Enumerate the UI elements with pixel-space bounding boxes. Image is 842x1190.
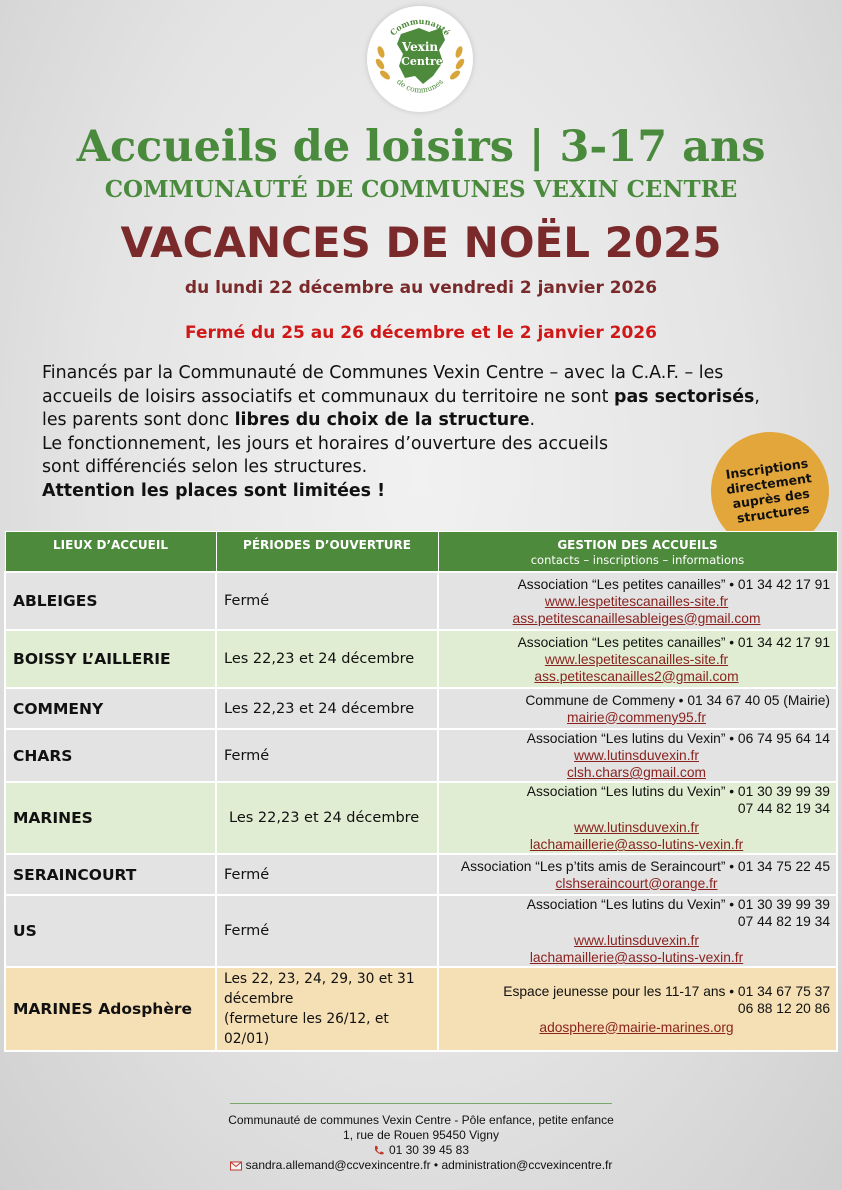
place-cell: ABLEIGES (5, 572, 216, 630)
management-cell: Association “Les lutins du Vexin” • 01 30 39 99 39 07 44 82 19 34 www.lutinsduvexin.fr lachamaillerie@asso-lutins-vexin.fr (438, 782, 837, 854)
header-period: PÉRIODES D’OUVERTURE (216, 532, 438, 573)
footer-address: 1, rue de Rouen 95450 Vigny (343, 1128, 499, 1142)
footer-emails: sandra.allemand@ccvexincentre.fr • administration@ccvexincentre.fr (245, 1158, 613, 1172)
intro-line: les parents sont donc libres du choix de la structure. (42, 410, 536, 430)
email-link[interactable]: mairie@commeny95.fr (567, 709, 706, 725)
svg-text:de communes: de communes (395, 77, 445, 95)
phone-icon (373, 1145, 385, 1156)
place-cell: COMMENY (5, 688, 216, 729)
management-cell: Espace jeunesse pour les 11-17 ans • 01 34 67 75 37 06 88 12 20 86 adosphere@mairie-marines.org (438, 967, 837, 1051)
place-cell: BOISSY L’AILLERIE (5, 630, 216, 688)
management-cell: Association “Les p’tits amis de Seraincourt” • 01 34 75 22 45 clshseraincourt@orange.fr (438, 854, 837, 895)
email-link[interactable]: lachamaillerie@asso-lutins-vexin.fr (529, 950, 744, 965)
table-row (5, 572, 837, 630)
table-row (5, 782, 837, 854)
event-title: VACANCES DE NOËL 2025 (120, 218, 722, 267)
badge-text: Inscriptions directement auprès des structures (724, 455, 813, 526)
website-link[interactable]: www.lespetitescanailles-site.fr (544, 593, 729, 609)
website-link[interactable]: www.lutinsduvexin.fr (574, 748, 699, 763)
logo-text (367, 6, 473, 112)
intro-text (42, 362, 802, 503)
place-cell: SERAINCOURT (5, 854, 216, 895)
vexin-centre-logo (367, 6, 473, 112)
header-place: LIEUX D’ACCUEIL (5, 532, 216, 573)
management-cell: Commune de Commeny • 01 34 67 40 05 (Mairie) mairie@commeny95.fr (438, 688, 837, 729)
management-cell: Association “Les lutins du Vexin” • 06 74 95 64 14 www.lutinsduvexin.fr clsh.chars@gmail.com (438, 729, 837, 782)
place-cell: MARINES (5, 782, 216, 854)
footer (0, 1113, 842, 1173)
table-row (5, 854, 837, 895)
footer-email-row (0, 1158, 842, 1173)
schedule-table (4, 531, 838, 1052)
period-cell: Les 22,23 et 24 décembre (216, 688, 438, 729)
website-link[interactable]: www.lutinsduvexin.fr (574, 820, 699, 835)
footer-org: Communauté de communes Vexin Centre - Pôle enfance, petite enfance (228, 1113, 614, 1127)
period-cell: Les 22,23 et 24 décembre (216, 630, 438, 688)
page-subtitle: COMMUNAUTÉ DE COMMUNES VEXIN CENTRE (104, 176, 738, 203)
header-management: GESTION DES ACCUEILS contacts – inscriptions – informations (438, 532, 837, 573)
intro-line: sont différenciés selon les structures. (42, 457, 368, 477)
intro-line: Financés par la Communauté de Communes Vexin Centre – avec la C.A.F. – les (42, 363, 724, 383)
email-link[interactable]: clshseraincourt@orange.fr (555, 875, 718, 891)
period-cell: Fermé (216, 854, 438, 895)
email-link[interactable]: adosphere@mairie-marines.org (539, 1019, 734, 1035)
table-row (5, 688, 837, 729)
email-link[interactable]: clsh.chars@gmail.com (567, 765, 706, 780)
period-cell: Fermé (216, 572, 438, 630)
intro-warning: Attention les places sont limitées ! (42, 480, 386, 501)
period-cell: Fermé (216, 729, 438, 782)
email-link[interactable]: ass.petitescanailles2@gmail.com (534, 668, 739, 684)
table-row (5, 729, 837, 782)
svg-text:Vexin: Vexin (401, 40, 439, 54)
table-row (5, 630, 837, 688)
event-dates: du lundi 22 décembre au vendredi 2 janvier 2026 (184, 278, 658, 298)
page-title: Accueils de loisirs | 3-17 ans (76, 122, 766, 172)
intro-line: accueils de loisirs associatifs et communaux du territoire ne sont pas sectorisés, (42, 386, 760, 407)
closure-notice: Fermé du 25 au 26 décembre et le 2 janvier 2026 (185, 323, 657, 343)
website-link[interactable]: www.lutinsduvexin.fr (574, 933, 699, 948)
email-link[interactable]: lachamaillerie@asso-lutins-vexin.fr (529, 837, 744, 852)
table-row (5, 895, 837, 967)
place-cell: US (5, 895, 216, 967)
svg-text:Centre: Centre (401, 55, 443, 68)
footer-phone: 01 30 39 45 83 (388, 1143, 470, 1157)
period-cell: Fermé (216, 895, 438, 967)
footer-phone-row (0, 1143, 842, 1158)
place-cell: CHARS (5, 729, 216, 782)
intro-line: Le fonctionnement, les jours et horaires d’ouverture des accueils (42, 433, 609, 454)
website-link[interactable]: www.lespetitescanailles-site.fr (544, 651, 729, 667)
management-cell: Association “Les petites canailles” • 01 34 42 17 91 www.lespetitescanailles-site.fr ass.petitescanaillesableiges@gmail.com (438, 572, 837, 630)
footer-divider (230, 1103, 612, 1104)
mail-icon (230, 1160, 242, 1171)
email-link[interactable]: ass.petitescanaillesableiges@gmail.com (512, 610, 761, 626)
place-cell: MARINES Adosphère (5, 967, 216, 1051)
period-cell: Les 22, 23, 24, 29, 30 et 31 décembre (fermeture les 26/12, et 02/01) (216, 967, 438, 1051)
table-header-row (5, 532, 837, 573)
period-cell: Les 22,23 et 24 décembre (216, 782, 438, 854)
management-cell: Association “Les petites canailles” • 01 34 42 17 91 www.lespetitescanailles-site.fr ass.petitescanailles2@gmail.com (438, 630, 837, 688)
svg-text:Communauté: Communauté (387, 15, 453, 38)
management-cell: Association “Les lutins du Vexin” • 01 30 39 99 39 07 44 82 19 34 www.lutinsduvexin.fr lachamaillerie@asso-lutins-vexin.fr (438, 895, 837, 967)
table-row (5, 967, 837, 1051)
